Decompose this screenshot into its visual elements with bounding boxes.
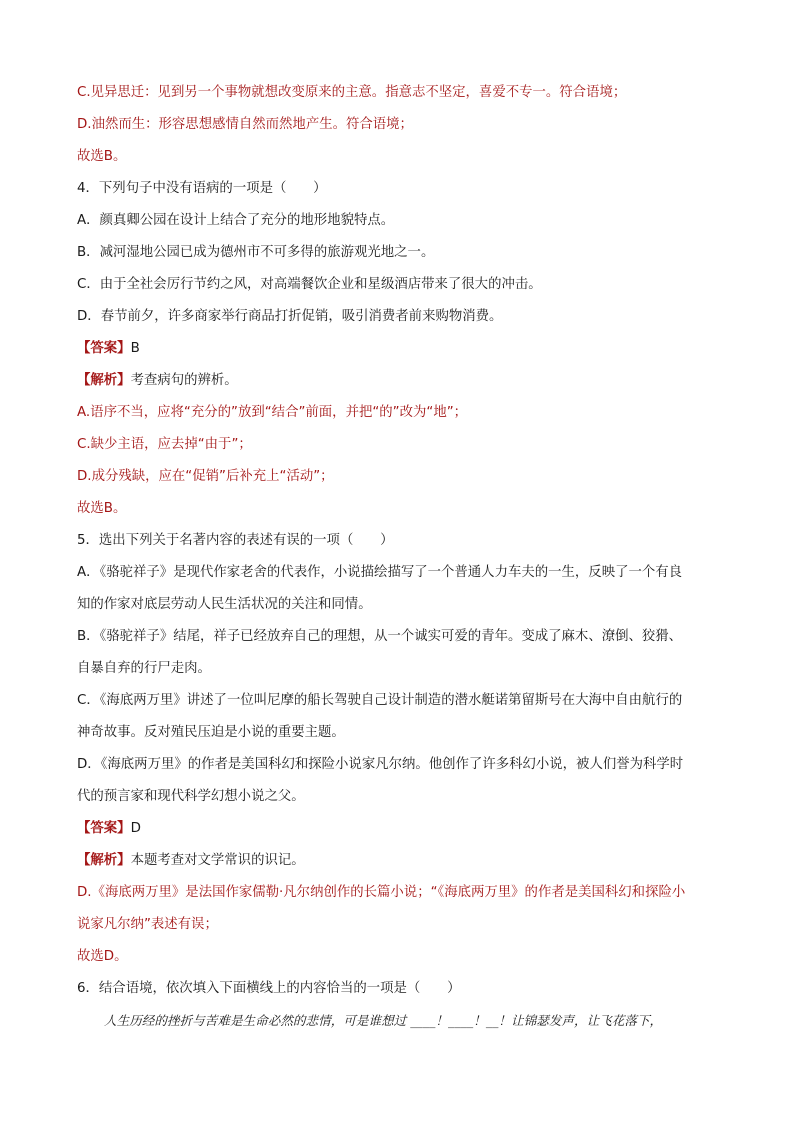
question-5-option-c: C．《海底两万里》讲述了一位叫尼摩的船长驾驶自己设计制造的潜水艇诺第留斯号在大海中自由航行的 xyxy=(77,693,683,708)
answer-line xyxy=(77,820,141,838)
analysis-line: 说家凡尔纳”表述有误； xyxy=(77,917,218,932)
question-5-option-c-cont: 神奇故事。反对殖民压迫是小说的重要主题。 xyxy=(77,725,345,740)
analysis-heading-line xyxy=(77,852,305,870)
question-5-option-a: A．《骆驼祥子》是现代作家老舍的代表作，小说描绘描写了一个普通人力车夫的一生，反映了一个有良 xyxy=(77,565,683,580)
answer-label: 【答案】 xyxy=(77,821,131,836)
analysis-line: C.见异思迁：见到另一个事物就想改变原来的主意。指意志不坚定，喜爱不专一。符合语境； xyxy=(77,85,627,100)
question-5-option-b-cont: 自暴自弃的行尸走肉。 xyxy=(77,661,211,676)
conclusion-line: 故选D。 xyxy=(77,949,128,964)
conclusion-line: 故选B。 xyxy=(77,149,127,164)
question-5-option-d: D．《海底两万里》的作者是美国科幻和探险小说家凡尔纳。他创作了许多科幻小说，被人们誉为科学时 xyxy=(77,757,684,772)
analysis-line: A.语序不当，应将“充分的”放到“结合”前面，并把“的”改为“地”； xyxy=(77,405,468,420)
question-4-option-b: B．减河湿地公园已成为德州市不可多得的旅游观光地之一。 xyxy=(77,245,435,260)
question-4-option-d: D．春节前夕，许多商家举行商品打折促销，吸引消费者前来购物消费。 xyxy=(77,309,503,324)
answer-label: 【答案】 xyxy=(77,341,131,356)
question-5-option-a-cont: 知的作家对底层劳动人民生活状况的关注和同情。 xyxy=(77,597,372,612)
analysis-line: C.缺少主语，应去掉“由于”； xyxy=(77,437,252,452)
answer-line xyxy=(77,340,140,358)
conclusion-line: 故选B。 xyxy=(77,501,127,516)
question-4-option-a: A．颜真卿公园在设计上结合了充分的地形地貌特点。 xyxy=(77,213,395,228)
analysis-label: 【解析】 xyxy=(77,373,131,388)
analysis-line: D.成分残缺，应在“促销”后补充上“活动”； xyxy=(77,469,334,484)
question-5-option-d-cont: 代的预言家和现代科学幻想小说之父。 xyxy=(77,789,305,804)
analysis-label: 【解析】 xyxy=(77,853,131,868)
question-6-passage: 人生历经的挫折与苦难是生命必然的悲情，可是谁想过 ____！____！__！让锦瑟发声，让飞花落下， xyxy=(104,1013,663,1028)
question-5-stem: 5．选出下列关于名著内容的表述有误的一项（ ） xyxy=(77,533,394,548)
question-6-stem: 6．结合语境，依次填入下面横线上的内容恰当的一项是（ ） xyxy=(77,981,461,996)
answer-value: D xyxy=(130,821,141,836)
question-4-option-c: C．由于全社会厉行节约之风，对高端餐饮企业和星级酒店带来了很大的冲击。 xyxy=(77,277,542,292)
question-5-option-b: B．《骆驼祥子》结尾，祥子已经放弃自己的理想，从一个诚实可爱的青年。变成了麻木、潦倒、狡猾、 xyxy=(77,629,683,644)
analysis-summary: 考查病句的辨析。 xyxy=(130,373,238,388)
answer-value: B xyxy=(130,341,140,356)
analysis-line: D.《海底两万里》是法国作家儒勒·凡尔纳创作的长篇小说；“《海底两万里》的作者是美国科幻和探险小 xyxy=(77,885,686,900)
question-4-stem: 4．下列句子中没有语病的一项是（ ） xyxy=(77,181,327,196)
analysis-line: D.油然而生：形容思想感情自然而然地产生。符合语境； xyxy=(77,117,413,132)
analysis-summary: 本题考查对文学常识的识记。 xyxy=(130,853,305,868)
analysis-heading-line xyxy=(77,372,238,390)
